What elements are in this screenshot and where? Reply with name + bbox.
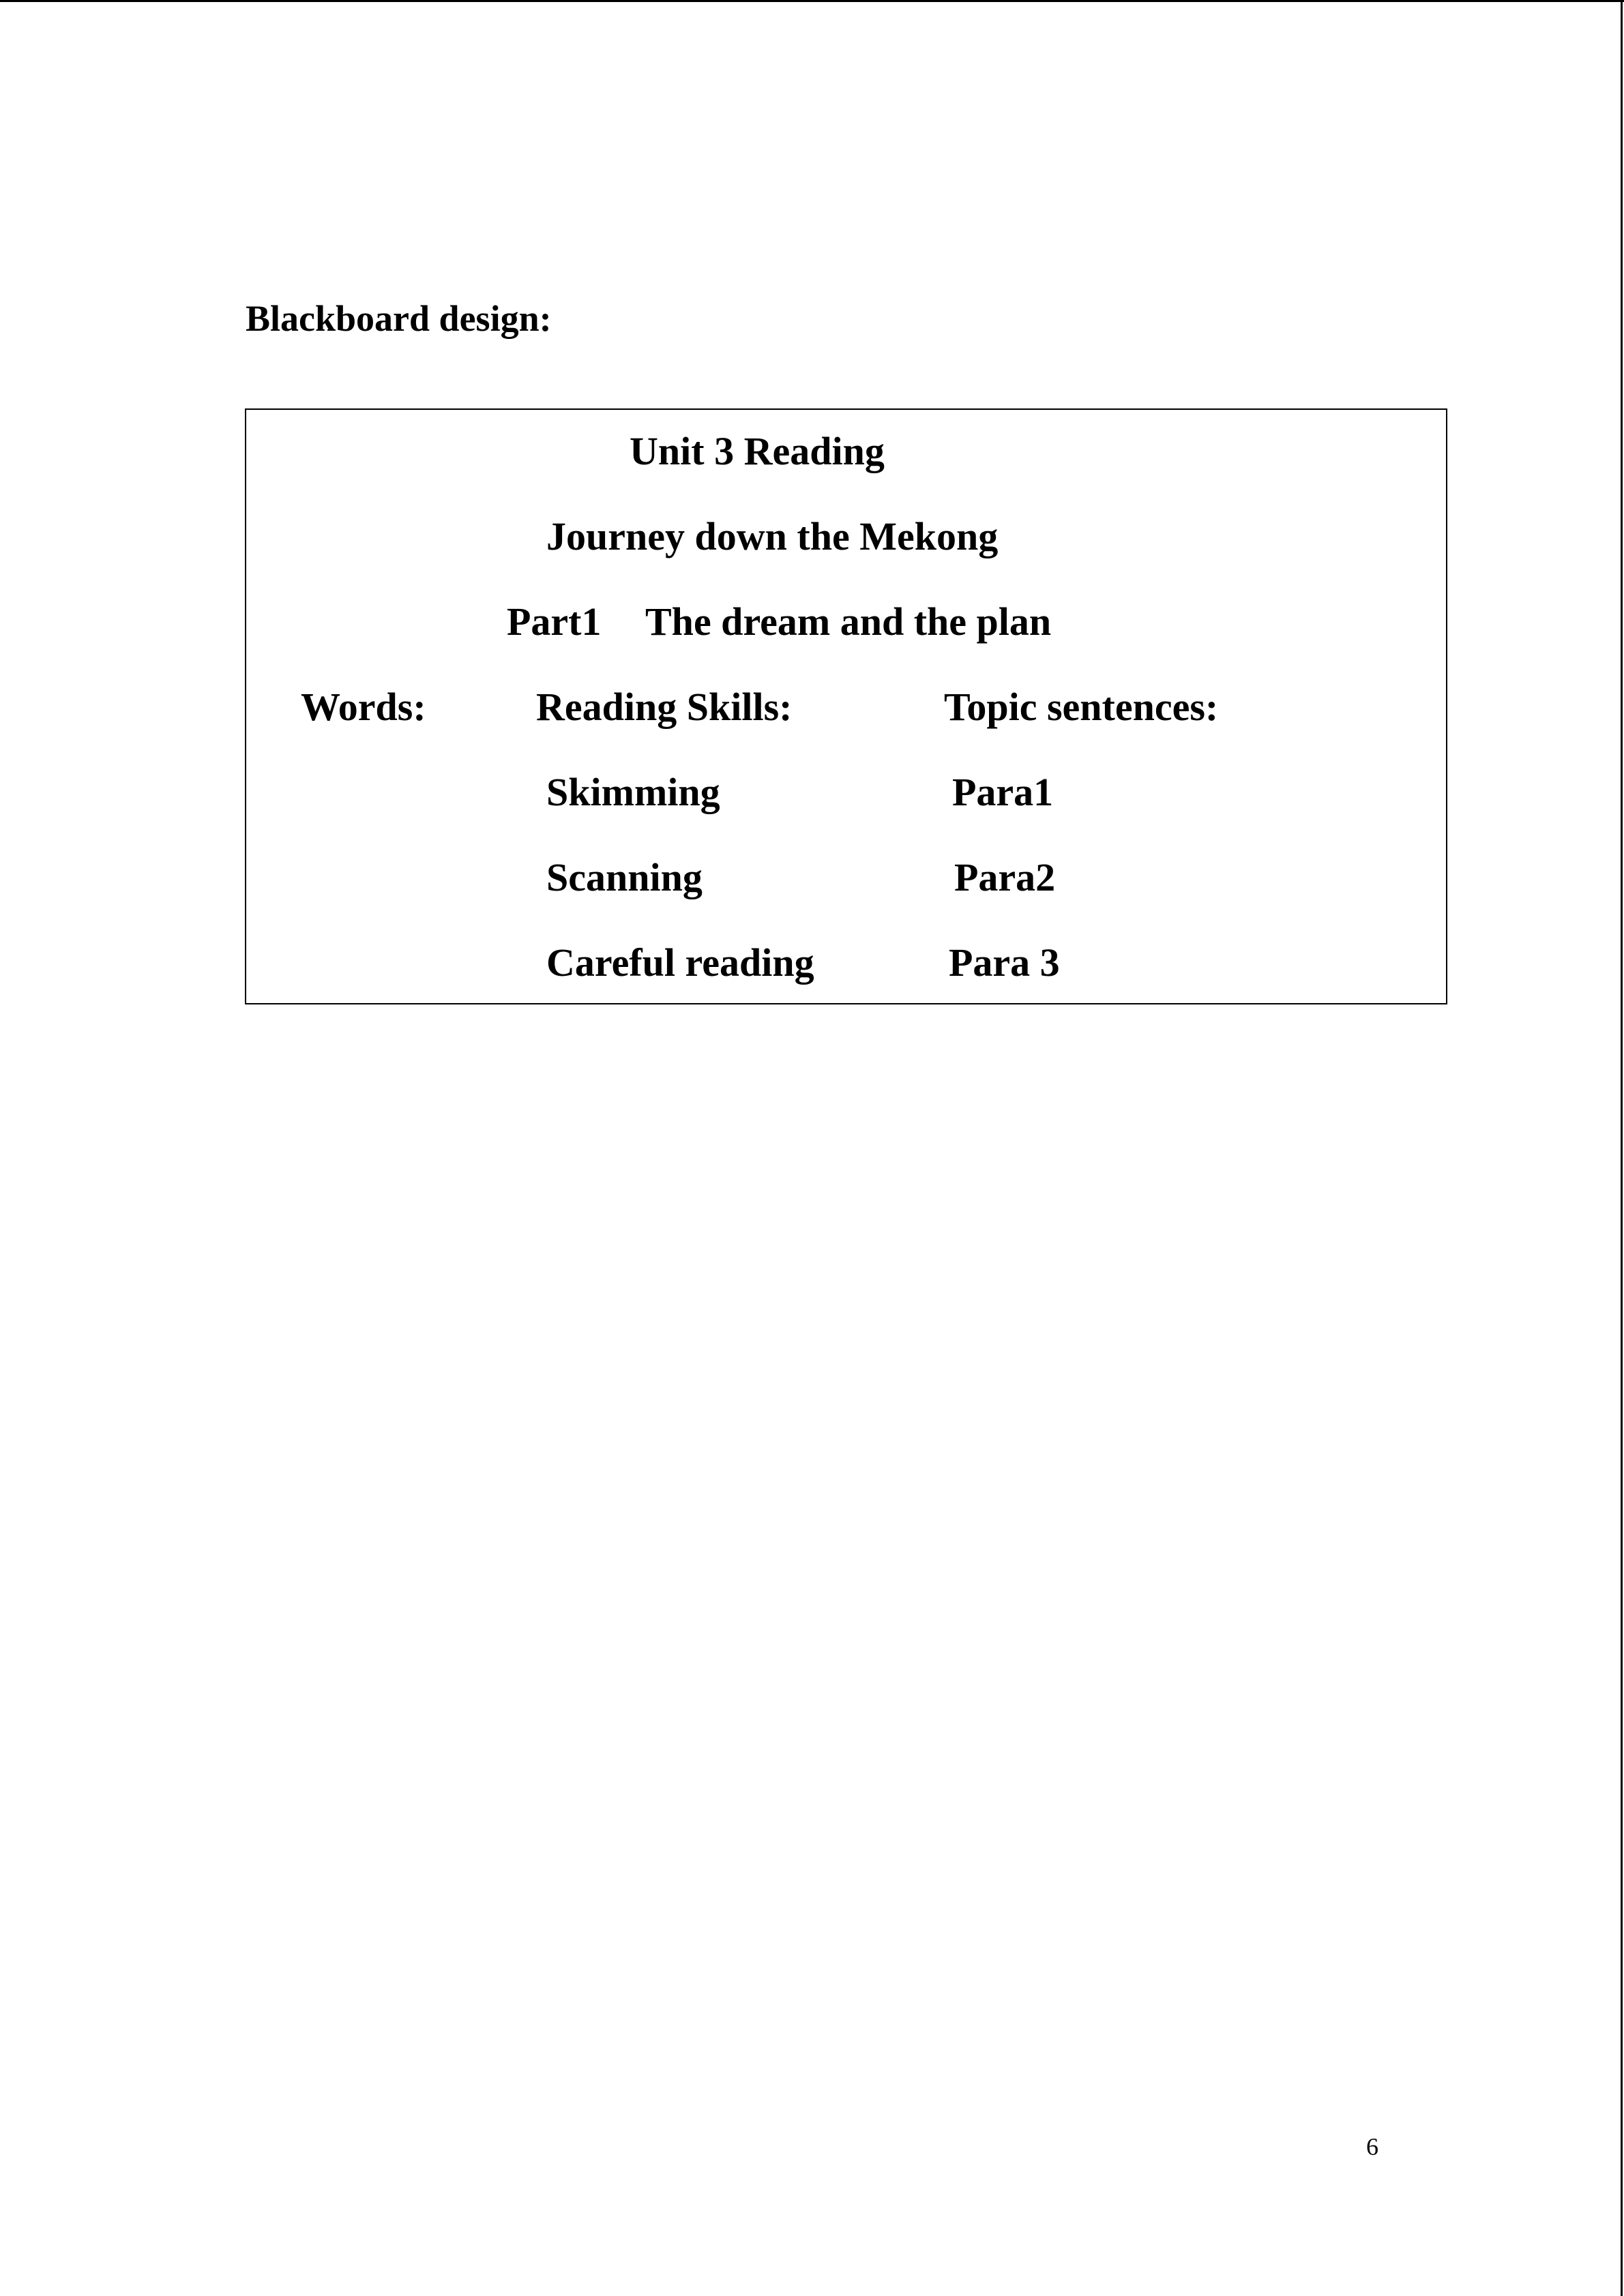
topic-item: Para2 (954, 855, 1056, 899)
page-top-border (0, 0, 1624, 2)
column-header-words: Words: (301, 685, 426, 729)
blackboard-part-title: The dream and the plan (645, 599, 1052, 644)
topic-item: Para1 (952, 770, 1054, 814)
blackboard-title: Unit 3 Reading (630, 429, 885, 473)
page-number: 6 (1366, 2133, 1378, 2160)
blackboard-subtitle: Journey down the Mekong (546, 514, 999, 558)
blackboard-part-label: Part1 (507, 599, 602, 644)
topic-item: Para 3 (949, 940, 1060, 985)
page-right-border (1621, 0, 1623, 2296)
section-heading: Blackboard design: (246, 298, 552, 339)
skill-item: Careful reading (546, 940, 814, 985)
skill-item: Skimming (546, 770, 720, 814)
skill-item: Scanning (546, 855, 703, 899)
column-header-topic-sentences: Topic sentences: (944, 685, 1219, 729)
column-header-reading-skills: Reading Skills: (536, 685, 793, 729)
